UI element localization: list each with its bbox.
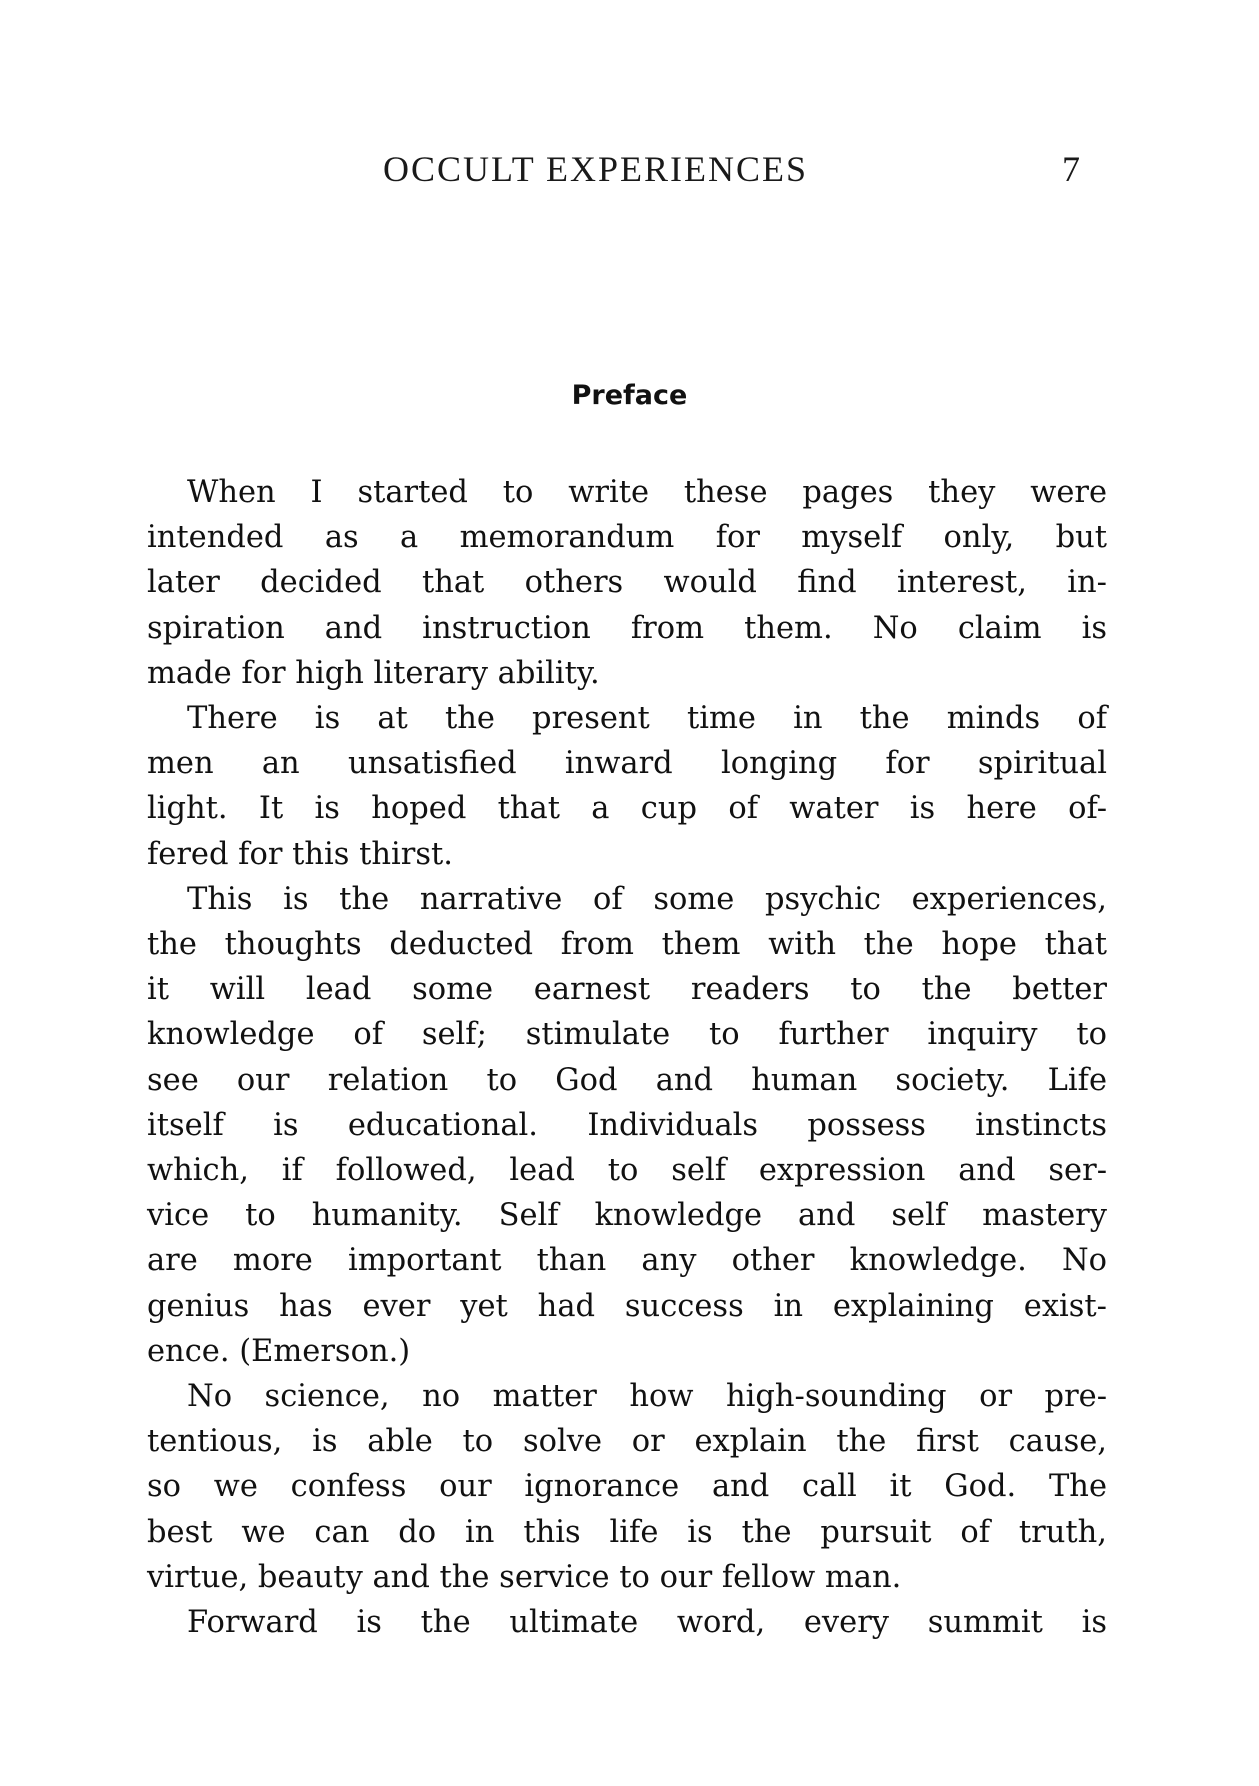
body-text (147, 470, 1107, 1645)
running-head-title: OCCULT EXPERIENCES (383, 149, 809, 189)
text-line: light. It is hoped that a cup of water is here of- (147, 791, 1107, 827)
paragraph (147, 470, 1107, 696)
text-line: so we confess our ignorance and call it God. The (147, 1469, 1107, 1505)
text-line: are more important than any other knowledge. No (147, 1243, 1107, 1279)
paragraph (147, 696, 1107, 877)
paragraph (147, 1374, 1107, 1600)
text-line: virtue, beauty and the service to our fellow man. (147, 1559, 902, 1595)
text-line: it will lead some earnest readers to the better (147, 972, 1107, 1008)
text-line: tentious, is able to solve or explain the first cause, (147, 1424, 1107, 1460)
text-line: which, if followed, lead to self expression and ser- (147, 1153, 1107, 1189)
text-line: intended as a memorandum for myself only, but (147, 520, 1107, 556)
text-line: later decided that others would find interest, in- (147, 565, 1107, 601)
paragraph (147, 1600, 1107, 1645)
text-line: the thoughts deducted from them with the hope that (147, 927, 1107, 963)
page-number: 7 (1062, 149, 1080, 189)
text-line: This is the narrative of some psychic experiences, (187, 881, 1107, 917)
text-line: Forward is the ultimate word, every summit is (187, 1605, 1107, 1641)
text-line: spiration and instruction from them. No claim is (147, 610, 1107, 646)
text-line: ence. (Emerson.) (147, 1333, 411, 1369)
text-line: itself is educational. Individuals possess instincts (147, 1107, 1107, 1143)
text-line: genius has ever yet had success in explaining exist- (147, 1288, 1107, 1324)
text-line: vice to humanity. Self knowledge and self mastery (147, 1198, 1107, 1234)
text-line: knowledge of self; stimulate to further inquiry to (147, 1017, 1107, 1053)
text-line: When I started to write these pages they were (187, 475, 1107, 510)
text-line: best we can do in this life is the pursuit of truth, (147, 1514, 1107, 1550)
text-line: There is at the present time in the minds of (187, 701, 1107, 737)
section-heading: Preface (571, 380, 688, 411)
text-line: see our relation to God and human society. Life (147, 1062, 1107, 1098)
text-line: made for high literary ability. (147, 655, 600, 691)
text-line: No science, no matter how high-sounding or pre- (187, 1379, 1107, 1415)
text-line: men an unsatisfied inward longing for spiritual (147, 746, 1107, 782)
paragraph (147, 877, 1107, 1374)
text-line: fered for this thirst. (147, 836, 453, 872)
